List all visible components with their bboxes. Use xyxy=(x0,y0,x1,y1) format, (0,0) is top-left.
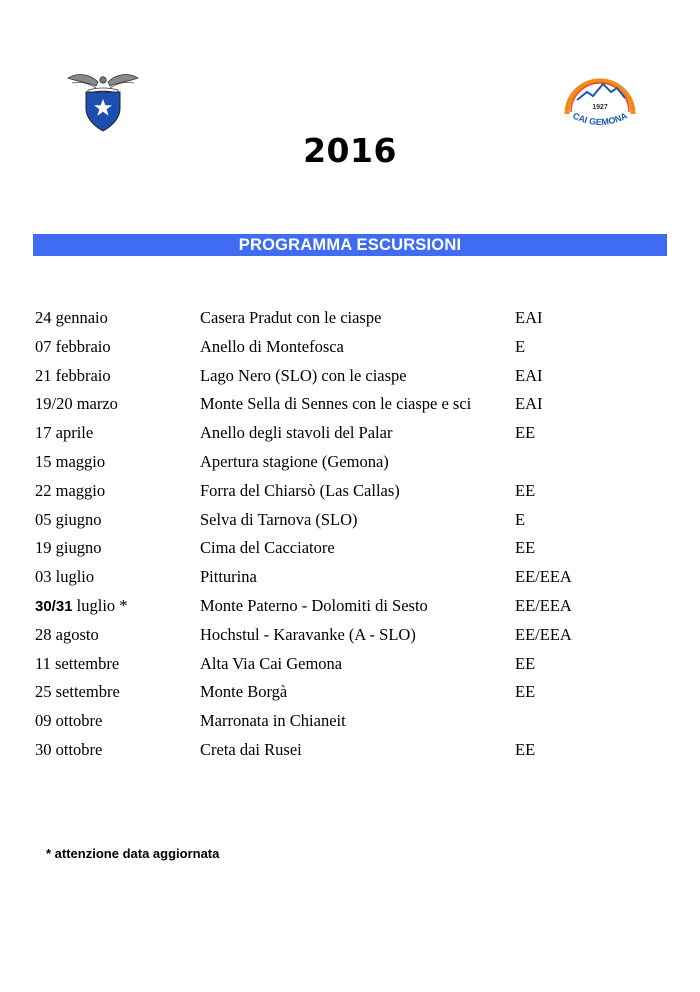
excursion-date: 05 giugno xyxy=(35,509,102,529)
list-item xyxy=(0,306,700,335)
excursion-name: Creta dai Rusei xyxy=(200,739,302,759)
section-banner: PROGRAMMA ESCURSIONI xyxy=(33,234,667,256)
list-item xyxy=(0,738,700,767)
excursion-date: 25 settembre xyxy=(35,682,120,702)
excursion-name: Monte Borgà xyxy=(200,682,288,702)
excursion-name: Forra del Chiarsò (Las Callas) xyxy=(200,480,400,500)
list-item xyxy=(0,623,700,652)
list-item xyxy=(0,652,700,681)
excursion-grade: EE xyxy=(515,653,536,673)
excursion-date: 17 aprile xyxy=(35,423,94,443)
cai-gemona-logo-icon xyxy=(561,68,639,136)
excursion-date: 07 febbraio xyxy=(35,336,111,356)
excursion-date: 22 maggio xyxy=(35,480,106,500)
excursion-name: Lago Nero (SLO) con le ciaspe xyxy=(200,365,407,385)
excursion-grade: E xyxy=(515,336,526,356)
excursion-list xyxy=(0,306,700,767)
excursion-date: 24 gennaio xyxy=(35,308,108,327)
excursion-name: Pitturina xyxy=(200,567,257,587)
excursion-date: 15 maggio xyxy=(35,451,106,471)
excursion-date: 19 giugno xyxy=(35,538,102,558)
excursion-name: Anello degli stavoli del Palar xyxy=(200,423,393,443)
list-item xyxy=(0,479,700,508)
excursion-date: 03 luglio xyxy=(35,567,95,587)
excursion-name: Hochstul - Karavanke (A - SLO) xyxy=(200,624,416,644)
excursion-grade: EE xyxy=(515,739,536,759)
list-item xyxy=(0,709,700,738)
excursion-date-updated: 30/31 xyxy=(35,597,73,615)
excursion-grade: EE xyxy=(515,538,536,558)
excursion-grade: EE/EEA xyxy=(515,567,572,587)
list-item xyxy=(0,680,700,709)
excursion-grade: EE xyxy=(515,423,536,443)
excursion-date: 30 ottobre xyxy=(35,739,103,759)
logo-text: CAI GEMONA xyxy=(571,110,629,128)
list-item xyxy=(0,421,700,450)
excursion-name: Selva di Tarnova (SLO) xyxy=(200,509,358,529)
list-item xyxy=(0,536,700,565)
excursion-date: 09 ottobre xyxy=(35,711,103,731)
excursion-name: Monte Paterno - Dolomiti di Sesto xyxy=(200,595,428,615)
list-item xyxy=(0,364,700,393)
footnote: * attenzione data aggiornata xyxy=(46,846,220,861)
excursion-grade: E xyxy=(515,509,526,529)
excursion-date: 21 febbraio xyxy=(35,365,111,385)
excursion-grade: EE xyxy=(515,480,536,500)
excursion-name: Apertura stagione (Gemona) xyxy=(200,451,389,471)
excursion-name: Alta Via Cai Gemona xyxy=(200,653,343,673)
list-item xyxy=(0,565,700,594)
excursion-name: Monte Sella di Sennes con le ciaspe e sci xyxy=(200,394,472,414)
excursion-name: Marronata in Chianeit xyxy=(200,711,346,731)
excursion-name: Cima del Cacciatore xyxy=(200,538,335,558)
excursion-date: 11 settembre xyxy=(35,653,120,673)
excursion-grade: EE/EEA xyxy=(515,595,572,615)
list-item xyxy=(0,392,700,421)
list-item xyxy=(0,508,700,537)
excursion-grade: EAI xyxy=(515,394,543,414)
excursion-grade: EAI xyxy=(515,365,543,385)
list-item xyxy=(0,450,700,479)
excursion-grade: EE xyxy=(515,682,536,702)
excursion-date: 28 agosto xyxy=(35,624,99,644)
excursion-name: Anello di Montefosca xyxy=(200,336,344,356)
excursion-date-rest: luglio * xyxy=(72,595,128,615)
list-item xyxy=(0,335,700,364)
page-title: 2016 xyxy=(303,131,397,170)
excursion-grade: EAI xyxy=(515,308,543,327)
excursion-date xyxy=(35,594,128,619)
cai-eagle-shield-icon xyxy=(66,70,140,132)
excursion-grade: EE/EEA xyxy=(515,624,572,644)
logo-year: 1927 xyxy=(592,104,608,111)
excursion-name: Casera Pradut con le ciaspe xyxy=(200,308,382,327)
list-item xyxy=(0,594,700,623)
excursion-date: 19/20 marzo xyxy=(35,394,118,414)
